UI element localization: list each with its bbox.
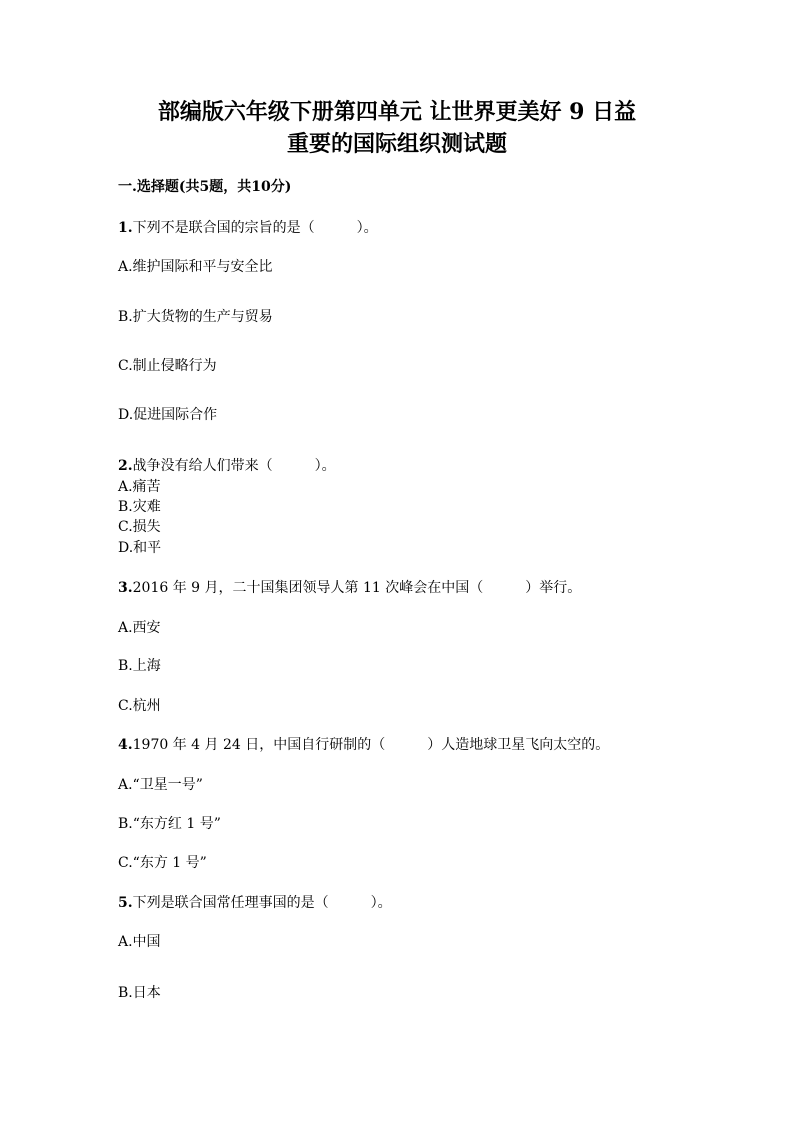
question-4 (118, 736, 609, 754)
question-4-option-c: C.“东方 1 号” (118, 855, 207, 871)
question-2 (118, 457, 336, 475)
question-2-option-d: D.和平 (118, 540, 162, 556)
question-3-option-c: C.杭州 (118, 698, 161, 714)
question-text: 1970 年 4 月 24 日，中国自行研制的（ ）人造地球卫星飞向太空的。 (132, 737, 610, 753)
question-number: 3. (118, 580, 133, 596)
question-2-option-a: A.痛苦 (118, 479, 161, 495)
question-3-option-a: A.西安 (118, 620, 161, 636)
document-title-line-1: 部编版六年级下册第四单元 让世界更美好 9 日益 (157, 99, 637, 125)
question-number: 5. (118, 895, 133, 911)
question-4-option-a: A.“卫星一号” (118, 777, 203, 793)
question-5-option-a: A.中国 (118, 934, 161, 950)
section-heading: 一.选择题(共5题，共10分) (118, 179, 292, 195)
question-2-option-b: B.灾难 (118, 499, 161, 515)
document-title-line-2: 重要的国际组织测试题 (286, 131, 507, 157)
question-5 (118, 894, 392, 912)
question-text: 战争没有给人们带来（ ）。 (132, 458, 336, 474)
question-1-option-c: C.制止侵略行为 (118, 358, 217, 374)
question-5-option-b: B.日本 (118, 985, 161, 1001)
question-number: 1. (118, 220, 133, 236)
question-number: 2. (118, 458, 133, 474)
question-1-option-a: A.维护国际和平与安全比 (118, 259, 273, 275)
question-4-option-b: B.“东方红 1 号” (118, 816, 221, 832)
question-1-option-d: D.促进国际合作 (118, 407, 218, 423)
question-1 (118, 219, 378, 237)
question-text: 下列不是联合国的宗旨的是（ ）。 (132, 220, 378, 236)
question-number: 4. (118, 737, 133, 753)
question-3 (118, 579, 581, 597)
question-2-option-c: C.损失 (118, 519, 161, 535)
question-1-option-b: B.扩大货物的生产与贸易 (118, 309, 273, 325)
question-text: 下列是联合国常任理事国的是（ ）。 (132, 895, 392, 911)
question-3-option-b: B.上海 (118, 658, 161, 674)
question-text: 2016 年 9 月，二十国集团领导人第 11 次峰会在中国（ ）举行。 (132, 580, 582, 596)
